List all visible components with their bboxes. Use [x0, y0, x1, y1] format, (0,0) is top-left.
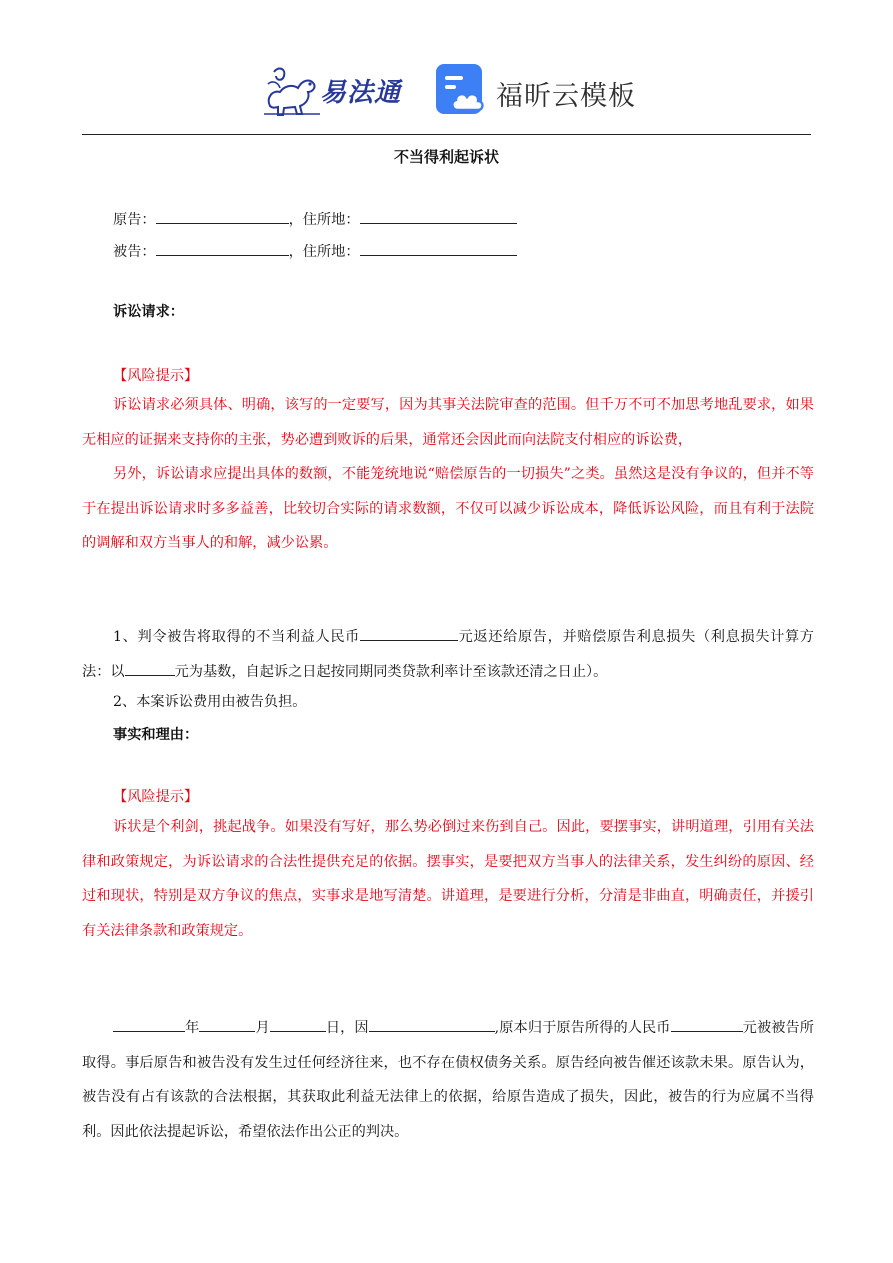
header-divider: [82, 134, 811, 135]
claim1-amount-blank: [360, 625, 458, 641]
facts-heading: 事实和理由：: [113, 727, 199, 743]
plaintiff-name-blank: [156, 208, 289, 224]
month-blank: [199, 1016, 255, 1032]
defendant-address-blank: [360, 240, 517, 256]
claims-heading: 诉讼请求：: [113, 304, 184, 320]
fuxin-text: 福昕云模板: [496, 81, 636, 112]
facts-day-label: 日，因: [325, 1020, 369, 1036]
plaintiff-line: [113, 208, 517, 230]
fuxin-logo: [436, 64, 646, 118]
defendant-address-label: ，住所地：: [288, 244, 360, 260]
header: [0, 58, 893, 122]
claim1-text-c: 元为基数，自起诉之日起按同期同类贷款利率计至该款还清之日止）。: [174, 663, 608, 680]
reason-blank: [369, 1016, 495, 1032]
day-blank: [270, 1016, 326, 1032]
plaintiff-address-label: ，住所地：: [288, 212, 360, 228]
claim1-base-blank: [125, 660, 175, 676]
qilin-icon: [262, 62, 322, 118]
claim-item-1: [82, 620, 814, 689]
facts-text-a: ,原本归于原告所得的人民币: [494, 1020, 671, 1036]
claim1-text-a: 1、判令被告将取得的不当利益人民币: [113, 629, 360, 645]
plaintiff-address-blank: [360, 208, 517, 224]
facts-text-b: 元被被告所取得。事后原告和被告没有发生过任何经济往来，也不存在债权债务关系。原告经向被告催还该款未果。原告认为，被告没有占有该款的合法根据，其获取此利益无法律上的依据，给原告造成了损失，因此，被告的行为应属不当得利。因此依法提起诉讼，希望依法作出公正的判决。: [82, 1020, 814, 1140]
risk-label-2: 【风险提示】: [113, 789, 199, 805]
defendant-label: 被告：: [113, 244, 156, 260]
yifatong-text: 易法通: [320, 78, 402, 108]
claim1-text-b: 元返还给原告，并赔偿原告利息损失（利息损失计算方法：以: [82, 629, 814, 680]
year-blank: [113, 1016, 185, 1032]
yifatong-logo: [262, 62, 412, 118]
claim-item-2: 2、本案诉讼费用由被告负担。: [113, 694, 307, 710]
cloud-doc-icon: [436, 64, 488, 118]
facts-year-label: 年: [185, 1020, 200, 1036]
facts-month-label: 月: [255, 1020, 270, 1036]
risk-paragraph-2: 诉状是个利剑，挑起战争。如果没有写好，那么势必倒过来伤到自己。因此，要摆事实，讲明道理，引用有关法律和政策规定，为诉讼请求的合法性提供充足的依据。摆事实，是要把双方当事人的法律关系，发生纠纷的原因、经过和现状，特别是双方争议的焦点，实事求是地写清楚。讲道理，是要进行分析，分清是非曲直，明确责任，并援引有关法律条款和政策规定。: [82, 819, 814, 939]
defendant-name-blank: [156, 240, 289, 256]
facts-amount-blank: [671, 1016, 743, 1032]
document-title: 不当得利起诉状: [393, 148, 499, 166]
risk-label-1: 【风险提示】: [113, 368, 199, 384]
facts-paragraph: [82, 1011, 814, 1149]
defendant-line: [113, 240, 517, 262]
risk-paragraph-1: 诉讼请求必须具体、明确，该写的一定要写，因为其事关法院审查的范围。但千万不可不加思考地乱要求，如果无相应的证据来支持你的主张，势必遭到败诉的后果，通常还会因此而向法院支付相应的诉讼费，: [82, 397, 814, 448]
risk-paragraph-1b: 另外，诉讼请求应提出具体的数额，不能笼统地说“赔偿原告的一切损失”之类。虽然这是没有争议的，但并不等于在提出诉讼请求时多多益善，比较切合实际的请求数额，不仅可以减少诉讼成本，降低诉讼风险，而且有利于法院的调解和双方当事人的和解，减少讼累。: [82, 466, 814, 551]
plaintiff-label: 原告：: [113, 212, 156, 228]
